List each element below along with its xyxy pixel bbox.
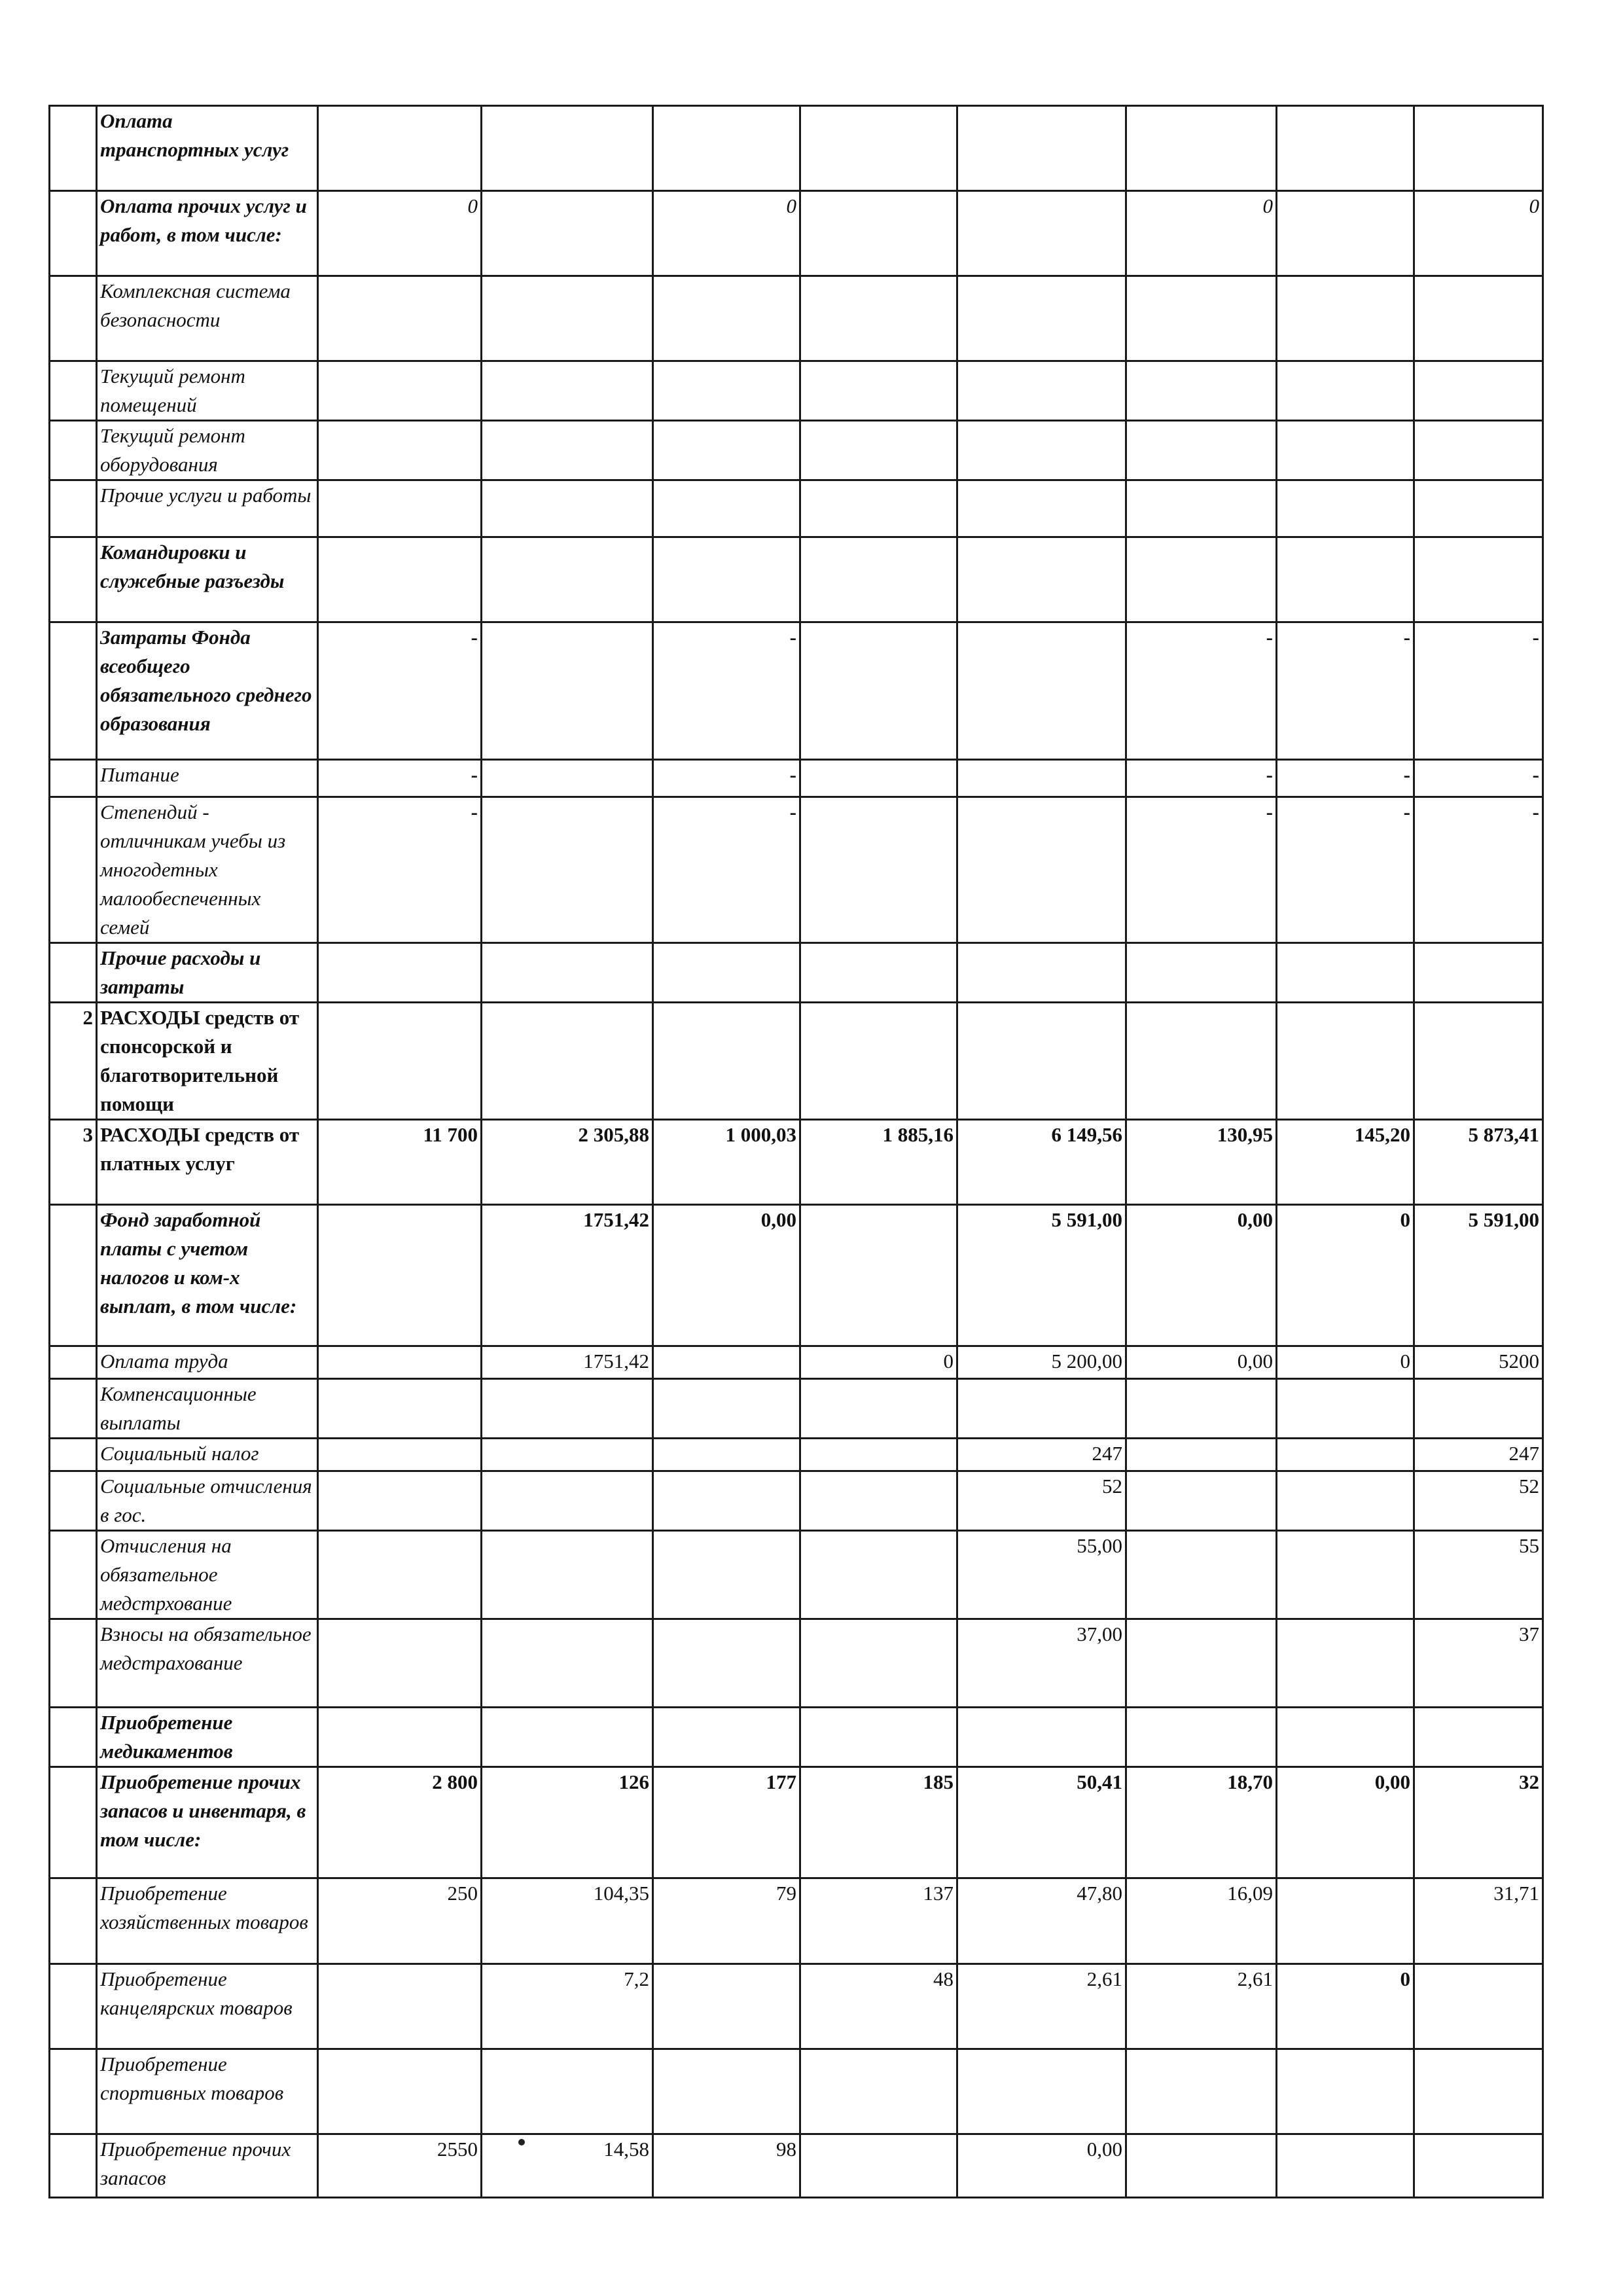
value-cell: 52: [957, 1471, 1126, 1531]
value-cell: 5 200,00: [957, 1346, 1126, 1379]
value-cell: -: [1414, 622, 1543, 760]
value-cell: [653, 1619, 800, 1708]
value-cell: [800, 1531, 957, 1619]
value-cell: [800, 2049, 957, 2134]
value-cell: 16,09: [1126, 1878, 1277, 1964]
value-cell: 2 800: [318, 1767, 482, 1878]
value-cell: [318, 276, 482, 361]
row-index: [50, 191, 97, 276]
table-row: [50, 1346, 1543, 1379]
value-cell: [318, 1708, 482, 1767]
value-cell: [1277, 1439, 1414, 1471]
value-cell: [800, 1379, 957, 1439]
scan-speck: [518, 2139, 525, 2145]
row-label: Текущий ремонт оборудования: [97, 421, 318, 480]
value-cell: 5 591,00: [957, 1205, 1126, 1346]
value-cell: [957, 1379, 1126, 1439]
value-cell: [1414, 1379, 1543, 1439]
value-cell: -: [1414, 760, 1543, 797]
row-index: [50, 421, 97, 480]
value-cell: [800, 797, 957, 943]
value-cell: 185: [800, 1767, 957, 1878]
value-cell: [800, 760, 957, 797]
value-cell: [1126, 2049, 1277, 2134]
row-label: Комплексная система безопасности: [97, 276, 318, 361]
value-cell: [800, 276, 957, 361]
value-cell: -: [1277, 760, 1414, 797]
value-cell: [318, 1619, 482, 1708]
value-cell: [653, 106, 800, 191]
value-cell: [1277, 943, 1414, 1003]
value-cell: [1126, 421, 1277, 480]
row-index: [50, 1708, 97, 1767]
table-row: [50, 1439, 1543, 1471]
value-cell: [318, 1531, 482, 1619]
value-cell: 47,80: [957, 1878, 1126, 1964]
value-cell: [800, 2134, 957, 2198]
row-index: [50, 1964, 97, 2049]
value-cell: 177: [653, 1767, 800, 1878]
value-cell: [482, 797, 653, 943]
value-cell: [1277, 191, 1414, 276]
row-label: Оплата транспортных услуг: [97, 106, 318, 191]
table-row: [50, 1205, 1543, 1346]
value-cell: [318, 1003, 482, 1120]
value-cell: [318, 2049, 482, 2134]
table-row: [50, 1531, 1543, 1619]
value-cell: 1 000,03: [653, 1120, 800, 1205]
value-cell: [1277, 276, 1414, 361]
value-cell: [800, 1619, 957, 1708]
table-row: [50, 1708, 1543, 1767]
value-cell: 0: [318, 191, 482, 276]
value-cell: [482, 2049, 653, 2134]
value-cell: [957, 361, 1126, 421]
value-cell: [1414, 421, 1543, 480]
row-index: [50, 1205, 97, 1346]
value-cell: [957, 106, 1126, 191]
value-cell: [800, 1003, 957, 1120]
value-cell: [1126, 943, 1277, 1003]
value-cell: 0: [1277, 1964, 1414, 2049]
value-cell: -: [1126, 622, 1277, 760]
value-cell: [1277, 106, 1414, 191]
value-cell: [318, 1379, 482, 1439]
table-row: [50, 276, 1543, 361]
value-cell: [482, 1439, 653, 1471]
value-cell: [1126, 361, 1277, 421]
value-cell: [800, 191, 957, 276]
value-cell: 7,2: [482, 1964, 653, 2049]
table-row: [50, 2049, 1543, 2134]
table-row: [50, 1767, 1543, 1878]
value-cell: [1126, 1708, 1277, 1767]
value-cell: [1277, 1379, 1414, 1439]
table-row: [50, 1120, 1543, 1205]
table-row: [50, 1964, 1543, 2049]
value-cell: 0: [1414, 191, 1543, 276]
row-label: Затраты Фонда всеобщего обязательного среднего образования: [97, 622, 318, 760]
value-cell: 0,00: [1126, 1346, 1277, 1379]
value-cell: -: [318, 760, 482, 797]
value-cell: -: [1277, 622, 1414, 760]
value-cell: [800, 537, 957, 622]
value-cell: 2550: [318, 2134, 482, 2198]
value-cell: 37,00: [957, 1619, 1126, 1708]
row-label: Приобретение прочих запасов и инвентаря, в том числе:: [97, 1767, 318, 1878]
row-label: Питание: [97, 760, 318, 797]
value-cell: 0,00: [957, 2134, 1126, 2198]
value-cell: [653, 1964, 800, 2049]
value-cell: [1414, 2134, 1543, 2198]
value-cell: [653, 1439, 800, 1471]
value-cell: 1751,42: [482, 1205, 653, 1346]
value-cell: [957, 1003, 1126, 1120]
value-cell: [1126, 106, 1277, 191]
value-cell: 37: [1414, 1619, 1543, 1708]
row-label: Степендий - отличникам учебы из многодетных малообеспеченных семей: [97, 797, 318, 943]
row-index: [50, 943, 97, 1003]
row-index: [50, 480, 97, 537]
value-cell: [482, 1531, 653, 1619]
row-index: [50, 537, 97, 622]
row-label: Оплата прочих услуг и работ, в том числе:: [97, 191, 318, 276]
table-row: [50, 760, 1543, 797]
value-cell: [318, 106, 482, 191]
value-cell: 50,41: [957, 1767, 1126, 1878]
value-cell: 104,35: [482, 1878, 653, 1964]
row-index: [50, 1619, 97, 1708]
value-cell: 130,95: [1126, 1120, 1277, 1205]
value-cell: 5 873,41: [1414, 1120, 1543, 1205]
value-cell: [957, 2049, 1126, 2134]
value-cell: [482, 480, 653, 537]
row-index: [50, 1531, 97, 1619]
row-label: Прочие услуги и работы: [97, 480, 318, 537]
value-cell: [318, 361, 482, 421]
value-cell: [800, 943, 957, 1003]
value-cell: [1126, 537, 1277, 622]
row-index: [50, 2049, 97, 2134]
value-cell: [482, 106, 653, 191]
value-cell: [1126, 1471, 1277, 1531]
row-index: [50, 1346, 97, 1379]
row-label: Приобретение медикаментов: [97, 1708, 318, 1767]
row-label: Командировки и служебные разъезды: [97, 537, 318, 622]
value-cell: 55: [1414, 1531, 1543, 1619]
value-cell: 55,00: [957, 1531, 1126, 1619]
value-cell: [957, 943, 1126, 1003]
value-cell: 247: [957, 1439, 1126, 1471]
table-row: [50, 361, 1543, 421]
row-label: Приобретение прочих запасов: [97, 2134, 318, 2198]
value-cell: [482, 276, 653, 361]
value-cell: [1277, 361, 1414, 421]
table-row: [50, 537, 1543, 622]
value-cell: [957, 421, 1126, 480]
value-cell: [957, 191, 1126, 276]
value-cell: [1126, 1379, 1277, 1439]
value-cell: [653, 421, 800, 480]
value-cell: [800, 421, 957, 480]
value-cell: [653, 480, 800, 537]
value-cell: [653, 943, 800, 1003]
value-cell: -: [1277, 797, 1414, 943]
value-cell: [318, 1964, 482, 2049]
row-index: [50, 1471, 97, 1531]
value-cell: -: [653, 622, 800, 760]
value-cell: 2 305,88: [482, 1120, 653, 1205]
row-label: Прочие расходы и затраты: [97, 943, 318, 1003]
table-row: [50, 480, 1543, 537]
table-row: [50, 2134, 1543, 2198]
value-cell: [1126, 480, 1277, 537]
table-row: [50, 191, 1543, 276]
row-index: [50, 106, 97, 191]
expenses-table: [48, 105, 1544, 2198]
value-cell: 5200: [1414, 1346, 1543, 1379]
value-cell: 137: [800, 1878, 957, 1964]
value-cell: 2,61: [957, 1964, 1126, 2049]
value-cell: [1414, 537, 1543, 622]
value-cell: [318, 1471, 482, 1531]
value-cell: [800, 1205, 957, 1346]
value-cell: [1277, 537, 1414, 622]
value-cell: [1126, 1003, 1277, 1120]
table-row: [50, 622, 1543, 760]
value-cell: [653, 1471, 800, 1531]
value-cell: [1126, 1439, 1277, 1471]
value-cell: [482, 622, 653, 760]
value-cell: [800, 361, 957, 421]
value-cell: [1277, 480, 1414, 537]
table-row: [50, 1471, 1543, 1531]
value-cell: 0: [1277, 1205, 1414, 1346]
value-cell: [1414, 106, 1543, 191]
value-cell: [653, 361, 800, 421]
value-cell: [957, 760, 1126, 797]
value-cell: 0: [1277, 1346, 1414, 1379]
value-cell: [653, 1003, 800, 1120]
value-cell: [1126, 1619, 1277, 1708]
value-cell: -: [318, 622, 482, 760]
value-cell: [318, 1346, 482, 1379]
value-cell: [1414, 2049, 1543, 2134]
value-cell: [800, 1471, 957, 1531]
value-cell: 0,00: [653, 1205, 800, 1346]
value-cell: [482, 191, 653, 276]
row-index: [50, 1379, 97, 1439]
value-cell: [957, 537, 1126, 622]
table-body: [50, 106, 1543, 2198]
value-cell: 126: [482, 1767, 653, 1878]
row-index: [50, 1439, 97, 1471]
value-cell: [653, 2049, 800, 2134]
row-label: Взносы на обязательное медстрахование: [97, 1619, 318, 1708]
value-cell: 0: [653, 191, 800, 276]
value-cell: 250: [318, 1878, 482, 1964]
value-cell: 14,58: [482, 2134, 653, 2198]
value-cell: 0,00: [1277, 1767, 1414, 1878]
value-cell: 98: [653, 2134, 800, 2198]
value-cell: [800, 1708, 957, 1767]
row-label: РАСХОДЫ средств от спонсорской и благотворительной помощи: [97, 1003, 318, 1120]
value-cell: [1277, 1003, 1414, 1120]
value-cell: -: [1126, 760, 1277, 797]
value-cell: [318, 1439, 482, 1471]
value-cell: [1277, 1878, 1414, 1964]
value-cell: [1414, 276, 1543, 361]
value-cell: [482, 1619, 653, 1708]
value-cell: [482, 1708, 653, 1767]
value-cell: [1277, 1708, 1414, 1767]
value-cell: 2,61: [1126, 1964, 1277, 2049]
row-label: Отчисления на обязательное медстрхование: [97, 1531, 318, 1619]
table-row: [50, 943, 1543, 1003]
value-cell: [1414, 1708, 1543, 1767]
table-row: [50, 1379, 1543, 1439]
value-cell: [318, 1205, 482, 1346]
value-cell: [482, 421, 653, 480]
value-cell: [957, 480, 1126, 537]
value-cell: 0,00: [1126, 1205, 1277, 1346]
row-label: Фонд заработной платы с учетом налогов и ком-х выплат, в том числе:: [97, 1205, 318, 1346]
value-cell: 11 700: [318, 1120, 482, 1205]
value-cell: -: [653, 760, 800, 797]
value-cell: 48: [800, 1964, 957, 2049]
table-row: [50, 797, 1543, 943]
value-cell: 52: [1414, 1471, 1543, 1531]
row-index: [50, 1767, 97, 1878]
value-cell: [653, 276, 800, 361]
value-cell: 0: [1126, 191, 1277, 276]
row-index: 3: [50, 1120, 97, 1205]
row-label: Социальные отчисления в гос.: [97, 1471, 318, 1531]
value-cell: [653, 1379, 800, 1439]
value-cell: [1277, 421, 1414, 480]
value-cell: [1414, 480, 1543, 537]
row-label: Приобретение хозяйственных товаров: [97, 1878, 318, 1964]
value-cell: -: [653, 797, 800, 943]
row-index: [50, 797, 97, 943]
value-cell: 18,70: [1126, 1767, 1277, 1878]
row-index: 2: [50, 1003, 97, 1120]
value-cell: 0: [800, 1346, 957, 1379]
row-label: Компенсационные выплаты: [97, 1379, 318, 1439]
row-label: Приобретение спортивных товаров: [97, 2049, 318, 2134]
value-cell: -: [1126, 797, 1277, 943]
value-cell: [653, 537, 800, 622]
value-cell: [482, 1471, 653, 1531]
row-label: Социальный налог: [97, 1439, 318, 1471]
row-label: РАСХОДЫ средств от платных услуг: [97, 1120, 318, 1205]
table-row: [50, 421, 1543, 480]
value-cell: [482, 760, 653, 797]
row-index: [50, 276, 97, 361]
table-row: [50, 1619, 1543, 1708]
value-cell: [957, 797, 1126, 943]
value-cell: [957, 622, 1126, 760]
value-cell: [1414, 943, 1543, 1003]
value-cell: [800, 106, 957, 191]
value-cell: 6 149,56: [957, 1120, 1126, 1205]
table-row: [50, 1003, 1543, 1120]
table-row: [50, 1878, 1543, 1964]
value-cell: [653, 1531, 800, 1619]
value-cell: 1751,42: [482, 1346, 653, 1379]
value-cell: 247: [1414, 1439, 1543, 1471]
value-cell: 32: [1414, 1767, 1543, 1878]
table-row: [50, 106, 1543, 191]
value-cell: [482, 1003, 653, 1120]
value-cell: [1414, 1003, 1543, 1120]
value-cell: [318, 480, 482, 537]
value-cell: 1 885,16: [800, 1120, 957, 1205]
row-index: [50, 622, 97, 760]
value-cell: 5 591,00: [1414, 1205, 1543, 1346]
value-cell: [800, 1439, 957, 1471]
row-label: Оплата труда: [97, 1346, 318, 1379]
value-cell: [1414, 1964, 1543, 2049]
value-cell: [482, 943, 653, 1003]
value-cell: -: [1414, 797, 1543, 943]
value-cell: 145,20: [1277, 1120, 1414, 1205]
value-cell: 79: [653, 1878, 800, 1964]
value-cell: [653, 1346, 800, 1379]
row-index: [50, 361, 97, 421]
row-label: Текущий ремонт помещений: [97, 361, 318, 421]
value-cell: [1126, 1531, 1277, 1619]
row-index: [50, 2134, 97, 2198]
value-cell: [1277, 2049, 1414, 2134]
value-cell: [1277, 2134, 1414, 2198]
value-cell: [318, 943, 482, 1003]
value-cell: [957, 1708, 1126, 1767]
value-cell: [1277, 1471, 1414, 1531]
value-cell: [653, 1708, 800, 1767]
value-cell: [800, 480, 957, 537]
row-label: Приобретение канцелярских товаров: [97, 1964, 318, 2049]
value-cell: -: [318, 797, 482, 943]
value-cell: [1414, 361, 1543, 421]
value-cell: [482, 1379, 653, 1439]
value-cell: [957, 276, 1126, 361]
value-cell: [482, 361, 653, 421]
value-cell: [1277, 1531, 1414, 1619]
value-cell: [1126, 276, 1277, 361]
value-cell: 31,71: [1414, 1878, 1543, 1964]
value-cell: [800, 622, 957, 760]
value-cell: [1277, 1619, 1414, 1708]
row-index: [50, 760, 97, 797]
value-cell: [318, 537, 482, 622]
value-cell: [318, 421, 482, 480]
row-index: [50, 1878, 97, 1964]
value-cell: [1126, 2134, 1277, 2198]
value-cell: [482, 537, 653, 622]
